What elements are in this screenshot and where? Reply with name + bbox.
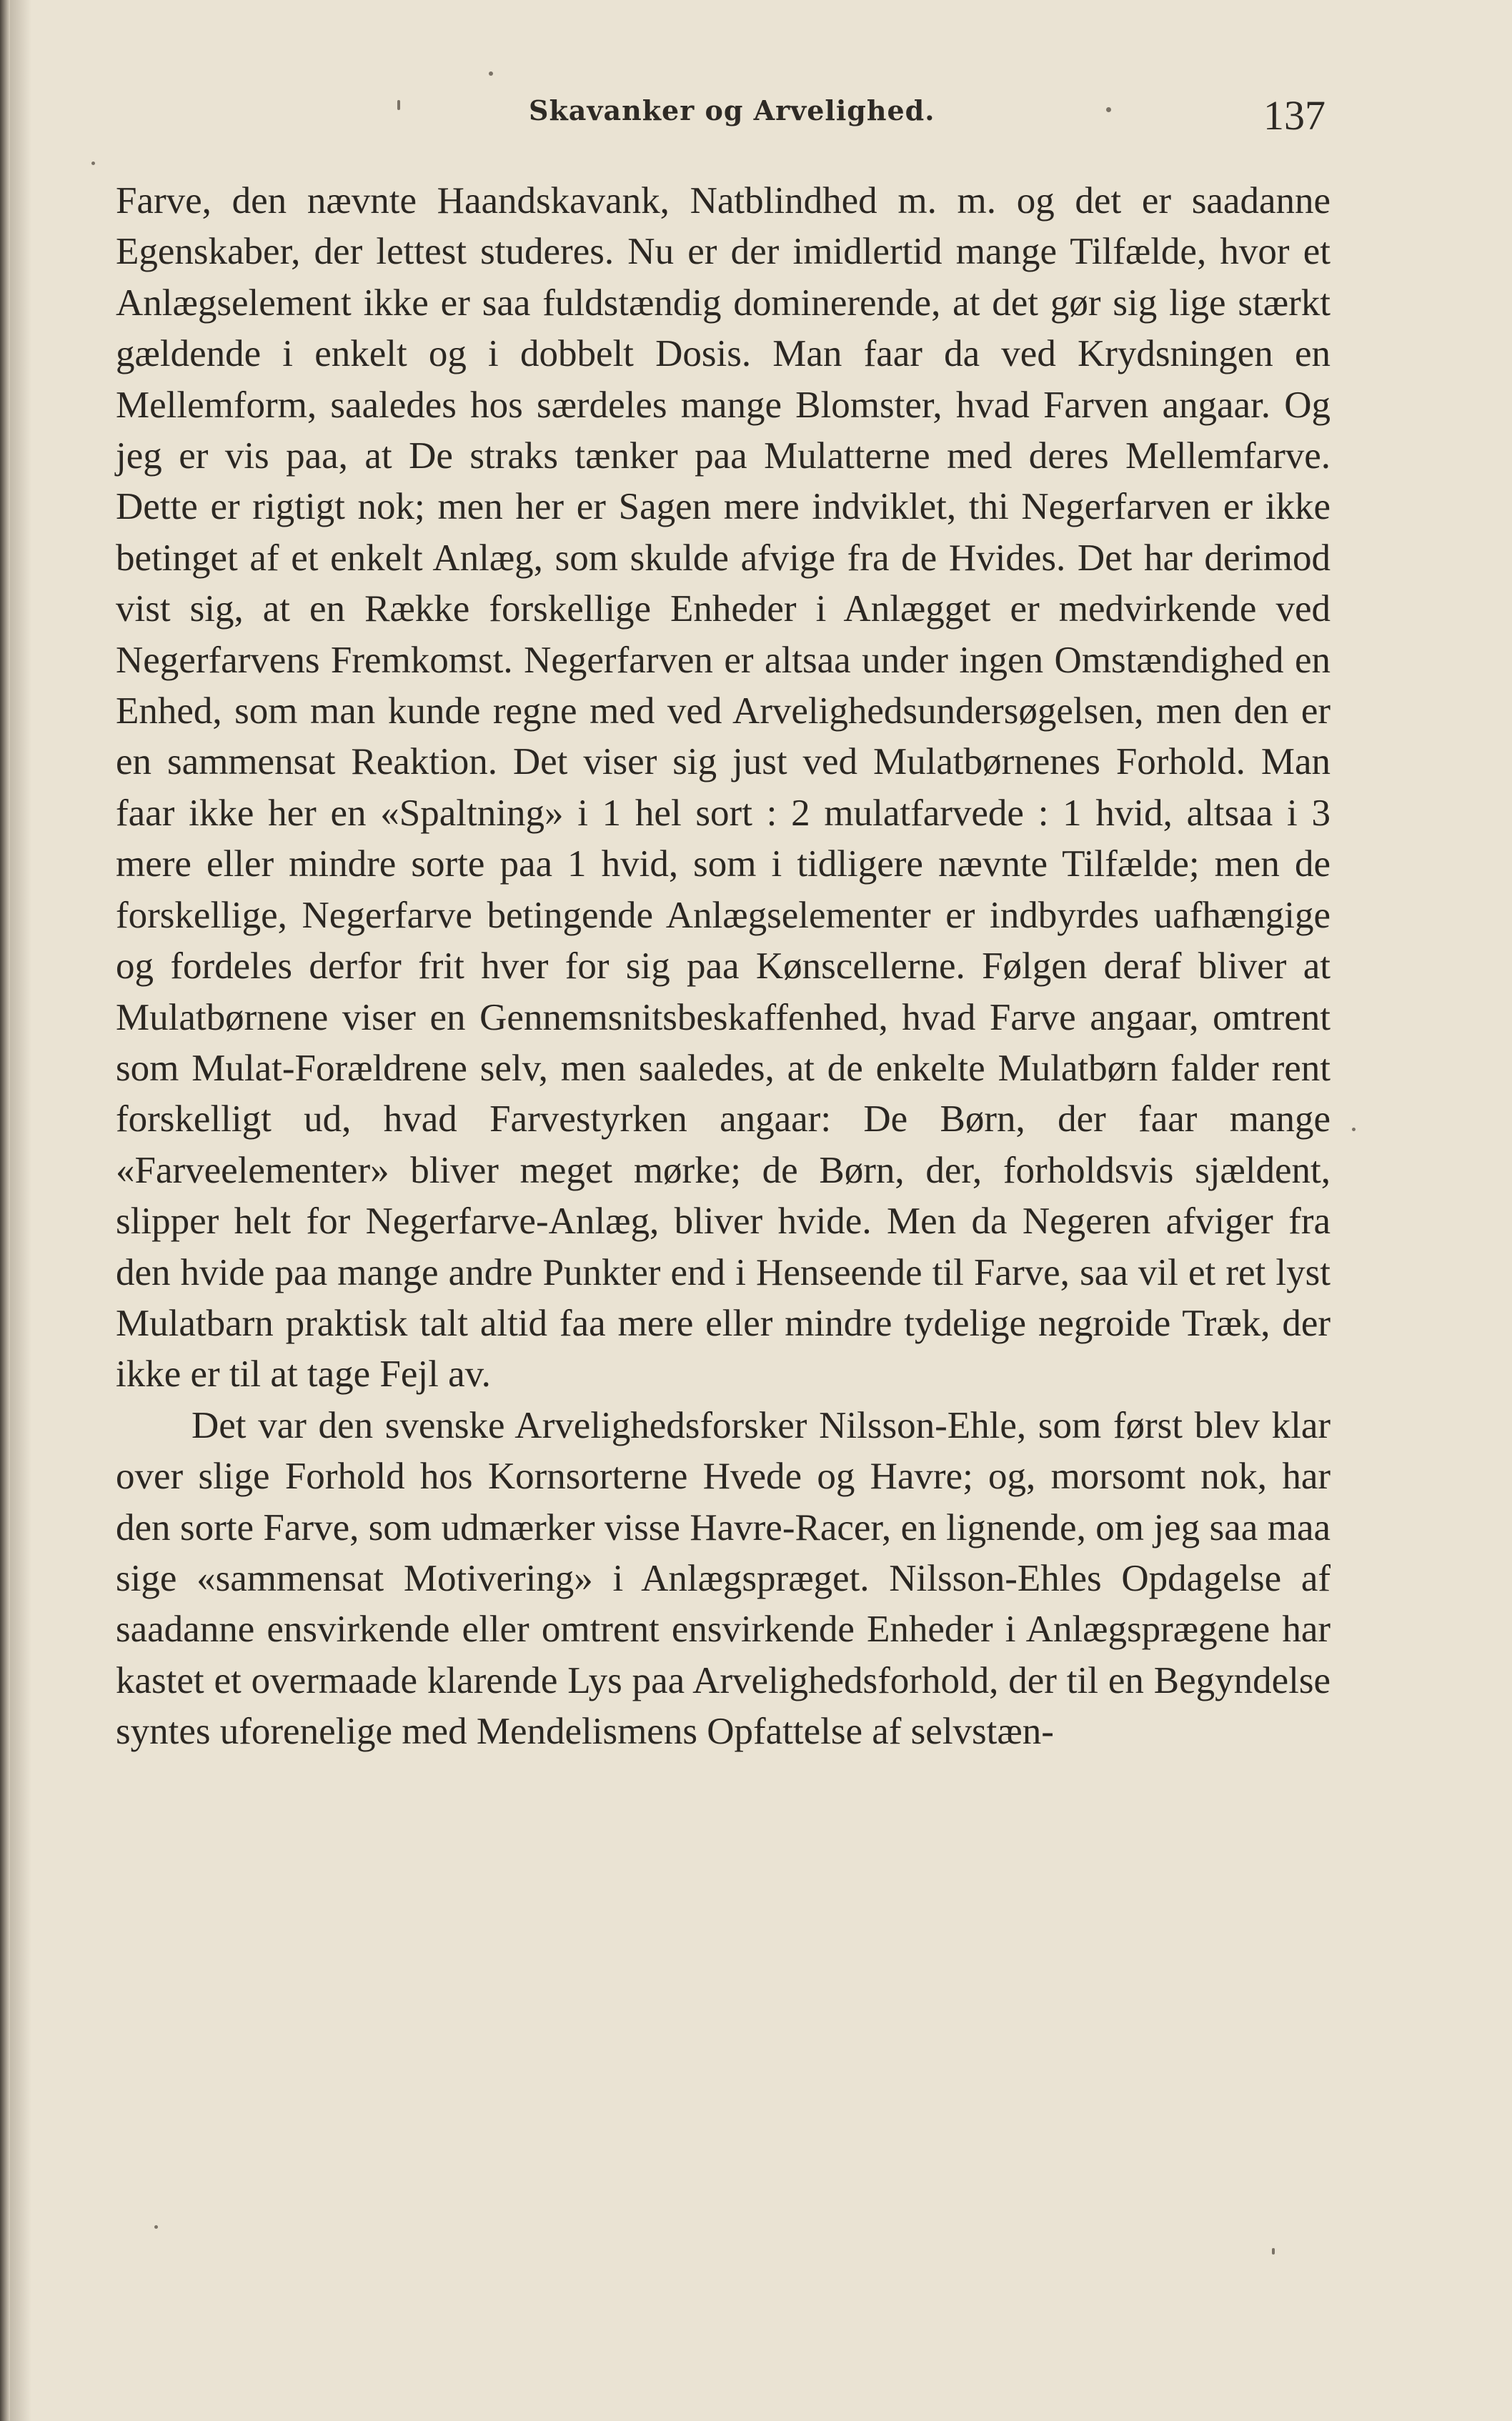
page-binding-edge bbox=[0, 0, 10, 2421]
paper-speck bbox=[1272, 2248, 1275, 2255]
paragraph: Det var den svenske Arvelighedsforsker Nilsson-Ehle, som først blev klar over slige Forhold hos Kornsorterne Hvede og Havre; og, morsomt nok, har den sorte Farve, som udmærker visse Havre-Racer, en lignende, om jeg saa maa sige «sammensat Motivering» i Anlægspræget. Nilsson-Ehles Opdagelse af saadanne ensvirkende eller omtrent ensvirkende Enheder i Anlægsprægene har kastet et overmaade klarende Lys paa Arvelighedsforhold, der til en Begyndelse syntes uforenelige med Mendelismens Opfattelse af selvstæn- bbox=[116, 1404, 1331, 1753]
page-binding-shadow bbox=[10, 0, 31, 2421]
paper-speck bbox=[397, 100, 400, 110]
page-number: 137 bbox=[1263, 92, 1326, 139]
paper-speck bbox=[1352, 1128, 1356, 1131]
paper-speck bbox=[91, 161, 95, 165]
paper-speck bbox=[489, 71, 493, 76]
running-title: Skavanker og Arvelighed. bbox=[529, 94, 935, 126]
paper-speck bbox=[154, 2225, 158, 2229]
paper-speck bbox=[1106, 107, 1111, 112]
running-head bbox=[0, 91, 1512, 149]
body-text bbox=[116, 176, 1331, 1758]
paragraph: Farve, den nævnte Haandskavank, Natblindhed m. m. og det er saadanne Egenskaber, der lettest studeres. Nu er der imidlertid mange Tilfælde, hvor et Anlægselement ikke er saa fuldstændig dominerende, at det gør sig lige stærkt gældende i enkelt og i dobbelt Dosis. Man faar da ved Krydsningen en Mellemform, saaledes hos særdeles mange Blomster, hvad Farven angaar. Og jeg er vis paa, at De straks tænker paa Mulatterne med deres Mellemfarve. Dette er rigtigt nok; men her er Sagen mere indviklet, thi Negerfarven er ikke betinget af et enkelt Anlæg, som skulde afvige fra de Hvides. Det har derimod vist sig, at en Række forskellige Enheder i Anlægget er medvirkende ved Negerfarvens Fremkomst. Negerfarven er altsaa under ingen Omstændighed en Enhed, som man kunde regne med ved Arvelighedsundersøgelsen, men den er en sammensat Reaktion. Det viser sig just ved Mulatbørnenes Forhold. Man faar ikke her en «Spaltning» i 1 hel sort : 2 mulatfarvede : 1 hvid, altsaa i 3 mere eller mindre sorte paa 1 hvid, som i tidligere nævnte Tilfælde; men de forskellige, Negerfarve betingende Anlægselementer er indbyrdes uafhængige og fordeles derfor frit hver for sig paa Kønscellerne. Følgen deraf bliver at Mulatbørnene viser en Gennemsnitsbeskaffenhed, hvad Farve angaar, omtrent som Mulat-Forældrene selv, men saaledes, at de enkelte Mulatbørn falder rent forskelligt ud, hvad Farvestyrken angaar: De Børn, der faar mange «Farveelementer» bliver meget mørke; de Børn, der, forholdsvis sjældent, slipper helt for Negerfarve-Anlæg, bliver hvide. Men da Negeren afviger fra den hvide paa mange andre Punkter end i Henseende til Farve, saa vil et ret lyst Mulatbarn praktisk talt altid faa mere eller mindre tydelige negroide Træk, der ikke er til at tage Fejl av. bbox=[116, 180, 1331, 1396]
